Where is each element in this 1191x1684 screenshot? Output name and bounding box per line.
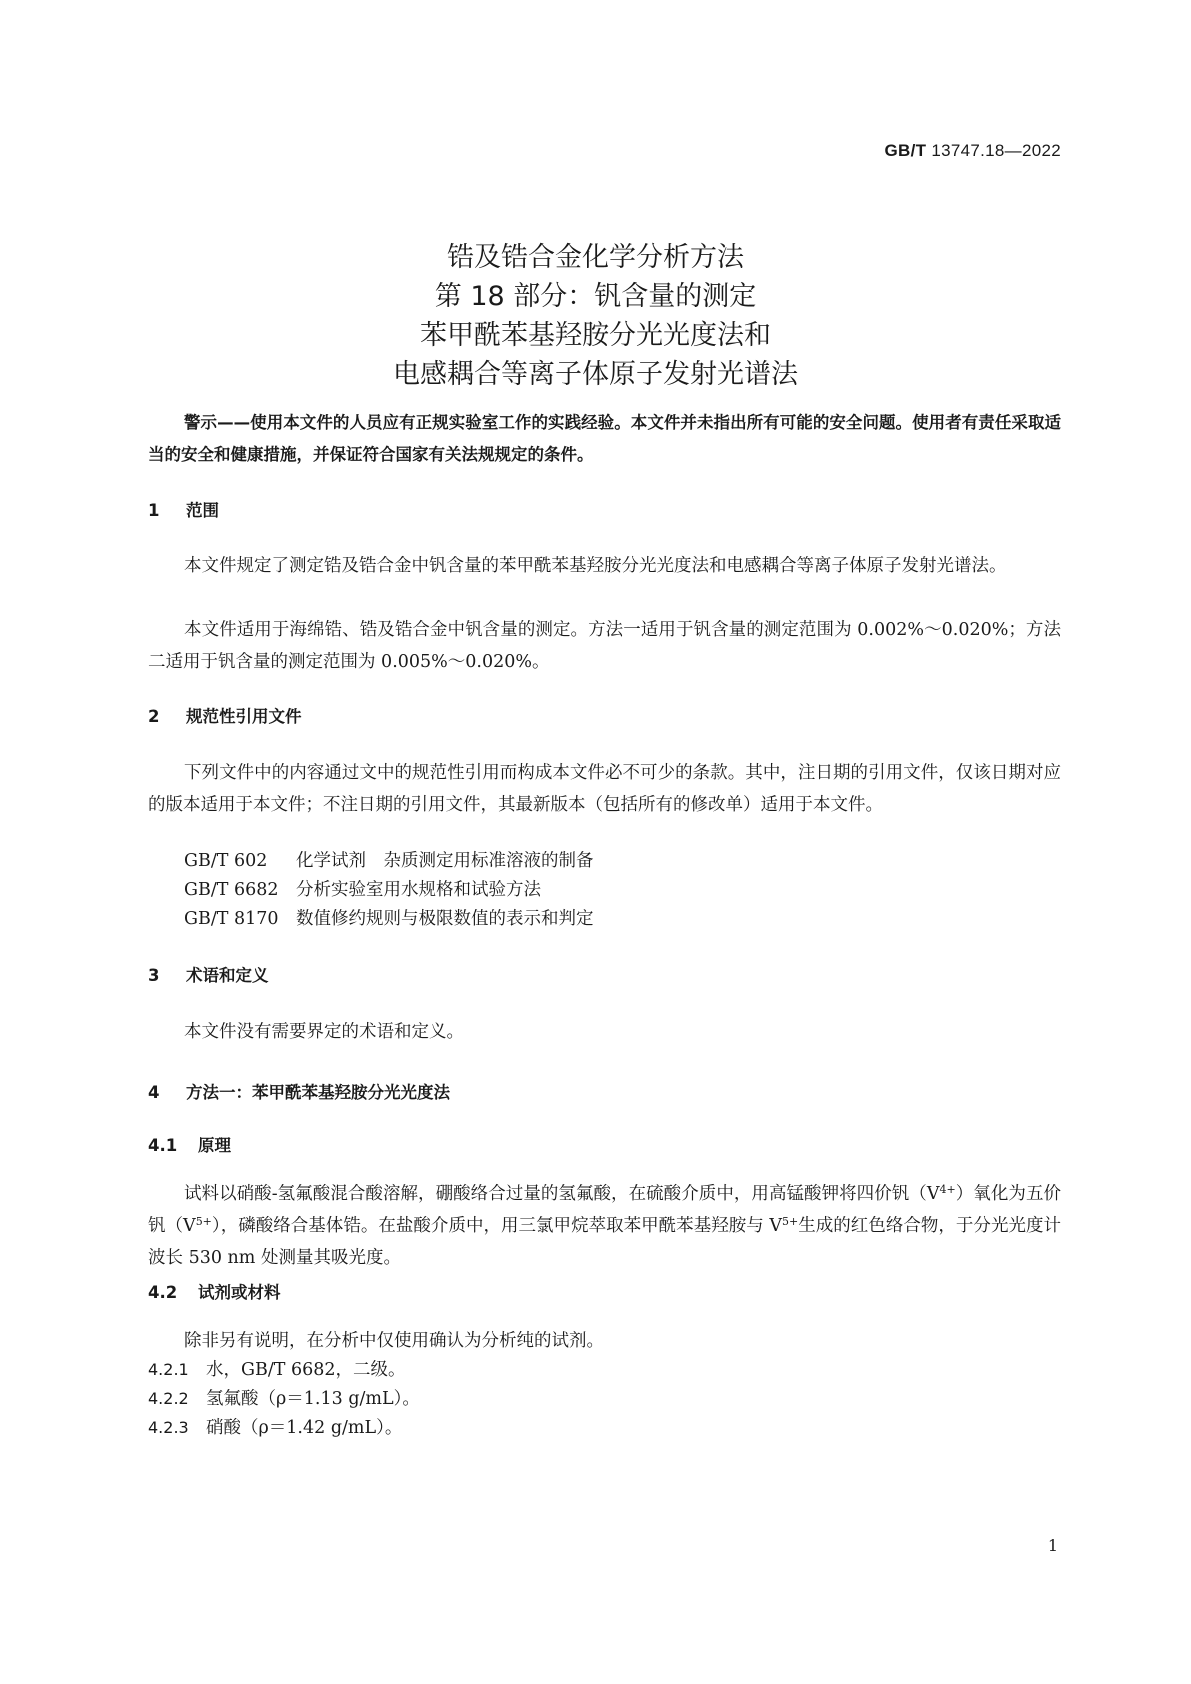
title-line: 电感耦合等离子体原子发射光谱法 (393, 359, 798, 390)
sec3-paragraph-1: 本文件没有需要界定的术语和定义。 (184, 1022, 464, 1042)
section-2-heading: 2 规范性引用文件 (148, 707, 302, 726)
reference-item: GB/T 8170 数值修约规则与极限数值的表示和判定 (184, 909, 594, 929)
reference-item: GB/T 6682 分析实验室用水规格和试验方法 (184, 880, 541, 900)
title-line: 第 18 部分：钒含量的测定 (434, 281, 757, 312)
reference-item: GB/T 602 化学试剂 杂质测定用标准溶液的制备 (184, 851, 594, 871)
title-line: 苯甲酰苯基羟胺分光光度法和 (420, 320, 771, 351)
title-line: 锆及锆合金化学分析方法 (447, 242, 744, 273)
sec1-paragraph-2: 本文件适用于海绵锆、锆及锆合金中钒含量的测定。方法一适用于钒含量的测定范围为 0.002%～0.020%；方法二适用于钒含量的测定范围为 0.005%～0.020%。 (148, 620, 1061, 672)
sec2-paragraph-1: 下列文件中的内容通过文中的规范性引用而构成本文件必不可少的条款。其中，注日期的引用文件，仅该日期对应的版本适用于本文件；不注日期的引用文件，其最新版本（包括所有的修改单）适用于本文件。 (148, 763, 1061, 815)
page-number: 1 (1047, 1536, 1058, 1555)
section-3-heading: 3 术语和定义 (148, 966, 269, 985)
section-1-heading: 1 范围 (148, 501, 219, 520)
section-4-heading: 4 方法一：苯甲酰苯基羟胺分光光度法 (148, 1083, 450, 1102)
list-item: 4.2.2 氢氟酸（ρ＝1.13 g/mL）。 (148, 1389, 420, 1409)
list-item: 4.2.3 硝酸（ρ＝1.42 g/mL）。 (148, 1418, 403, 1438)
sec4-1-paragraph: 试料以硝酸-氢氟酸混合酸溶解，硼酸络合过量的氢氟酸，在硫酸介质中，用高锰酸钾将四价钒$(V^{4+})$氧化为五价钒$(V^{5+})$，磷酸络合基体锆。在盐酸介质中，用三氯甲烷萃取苯甲酰苯基羟胺与 $V^{5+}$生成的红色络合物，于分光光度计波长 530 nm 处测量其吸光度。 (148, 1183, 1062, 1268)
section-4-1-heading: 4.1 原理 (148, 1136, 231, 1155)
document-title (0, 238, 1191, 394)
warning-paragraph: 警示——使用本文件的人员应有正规实验室工作的实践经验。本文件并未指出所有可能的安全问题。使用者有责任采取适当的安全和健康措施，并保证符合国家有关法规规定的条件。 (148, 413, 1061, 464)
standard-number: GB/T 13747.18—2022 (884, 141, 1061, 160)
sec1-paragraph-1: 本文件规定了测定锆及锆合金中钒含量的苯甲酰苯基羟胺分光光度法和电感耦合等离子体原子发射光谱法。 (184, 556, 1007, 576)
list-item: 4.2.1 水，GB/T 6682，二级。 (148, 1360, 406, 1380)
sec4-2-paragraph: 除非另有说明，在分析中仅使用确认为分析纯的试剂。 (184, 1331, 604, 1351)
section-4-2-heading: 4.2 试剂或材料 (148, 1283, 281, 1302)
